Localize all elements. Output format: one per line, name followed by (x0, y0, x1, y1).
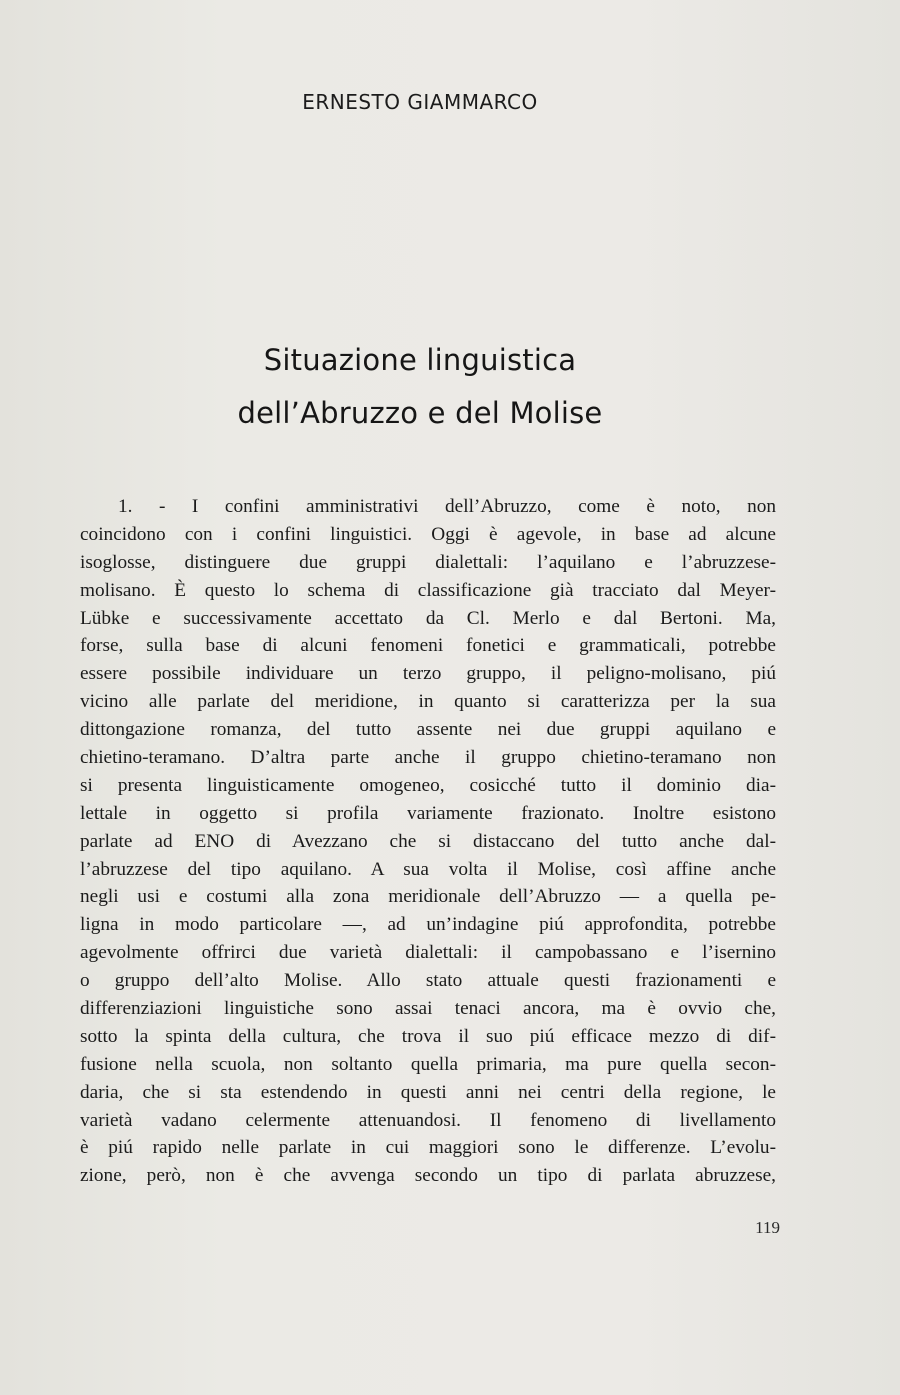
body-line: fusione nella scuola, non soltanto quella primaria, ma pure quella secon- (80, 1053, 776, 1075)
article-body (80, 493, 776, 1190)
body-line: ligna in modo particolare —, ad un’indagine piú approfondita, potrebbe (80, 914, 776, 936)
body-line: parlate ad ENO di Avezzano che si distaccano del tutto anche dal- (80, 830, 776, 852)
body-line: dittongazione romanza, del tutto assente nei due gruppi aquilano e (80, 719, 776, 741)
body-line: coincidono con i confini linguistici. Oggi è agevole, in base ad alcune (80, 523, 776, 545)
body-line: forse, sulla base di alcuni fenomeni fonetici e grammaticali, potrebbe (80, 635, 776, 657)
body-line: Lübke e successivamente accettato da Cl. Merlo e dal Bertoni. Ma, (80, 607, 776, 629)
body-line: isoglosse, distinguere due gruppi dialettali: l’aquilano e l’abruzzese- (80, 551, 776, 573)
running-head-author: ERNESTO GIAMMARCO (302, 90, 538, 114)
body-line: chietino-teramano. D’altra parte anche il gruppo chietino-teramano non (80, 747, 776, 769)
body-line: essere possibile individuare un terzo gruppo, il peligno-molisano, piú (80, 663, 776, 685)
body-line: vicino alle parlate del meridione, in quanto si caratterizza per la sua (80, 691, 776, 713)
body-line: agevolmente offrirci due varietà dialettali: il campobassano e l’isernino (80, 942, 776, 964)
body-line: o gruppo dell’alto Molise. Allo stato attuale questi frazionamenti e (80, 970, 776, 992)
body-line: molisano. È questo lo schema di classificazione già tracciato dal Meyer- (80, 579, 776, 601)
body-line: 1. - I confini amministrativi dell’Abruzzo, come è noto, non (118, 496, 776, 517)
body-line: negli usi e costumi alla zona meridionale dell’Abruzzo — a quella pe- (80, 886, 776, 908)
body-line: l’abruzzese del tipo aquilano. A sua volta il Molise, così affine anche (80, 858, 776, 880)
body-line: è piú rapido nelle parlate in cui maggiori sono le differenze. L’evolu- (80, 1137, 776, 1159)
body-line: daria, che si sta estendendo in questi anni nei centri della regione, le (80, 1081, 776, 1103)
article-title-line-1: Situazione linguistica (263, 343, 577, 377)
body-line: varietà vadano celermente attenuandosi. Il fenomeno di livellamento (80, 1109, 776, 1131)
body-line: lettale in oggetto si profila variamente frazionato. Inoltre esistono (80, 802, 776, 824)
body-line: sotto la spinta della cultura, che trova il suo piú efficace mezzo di dif- (80, 1025, 776, 1047)
body-line: zione, però, non è che avvenga secondo un tipo di parlata abruzzese, (80, 1165, 776, 1187)
body-line: si presenta linguisticamente omogeneo, cosicché tutto il dominio dia- (80, 774, 776, 796)
body-line: differenziazioni linguistiche sono assai tenaci ancora, ma è ovvio che, (80, 998, 776, 1020)
article-title-line-2: dell’Abruzzo e del Molise (237, 396, 603, 430)
page-number: 119 (755, 1218, 780, 1237)
